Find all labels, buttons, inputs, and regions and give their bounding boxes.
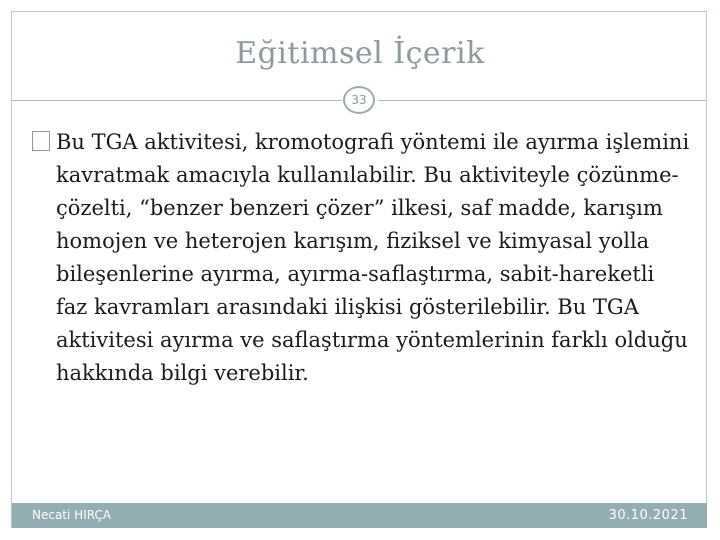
- footer-bar: [12, 503, 707, 528]
- title-divider-right: [378, 100, 706, 101]
- footer-author: Necati HIRÇA: [32, 508, 112, 522]
- title-divider-left: [12, 100, 342, 101]
- page-number-badge: 33: [343, 86, 375, 114]
- slide-body: [32, 126, 692, 390]
- bullet-text: Bu TGA aktivitesi, kromotografi yöntemi ile ayırma işlemini kavratmak amacıyla kullanılabilir. Bu aktiviteyle çözünme-çözelti, “benzer benzeri çözer” ilkesi, saf madde, karışım homojen ve heterojen karışım, fiziksel ve kimyasal yolla bileşenlerine ayırma, ayırma-saflaştırma, sabit-hareketli faz kavramları arasındaki ilişkisi gösterilebilir. Bu TGA aktivitesi ayırma ve saflaştırma yöntemlerinin farklı olduğu hakkında bilgi verebilir.: [56, 130, 690, 385]
- hollow-square-bullet-icon: [32, 131, 50, 151]
- slide-title: Eğitimsel İçerik: [235, 36, 485, 71]
- bullet-item: [32, 126, 692, 390]
- footer-date: 30.10.2021: [608, 508, 688, 523]
